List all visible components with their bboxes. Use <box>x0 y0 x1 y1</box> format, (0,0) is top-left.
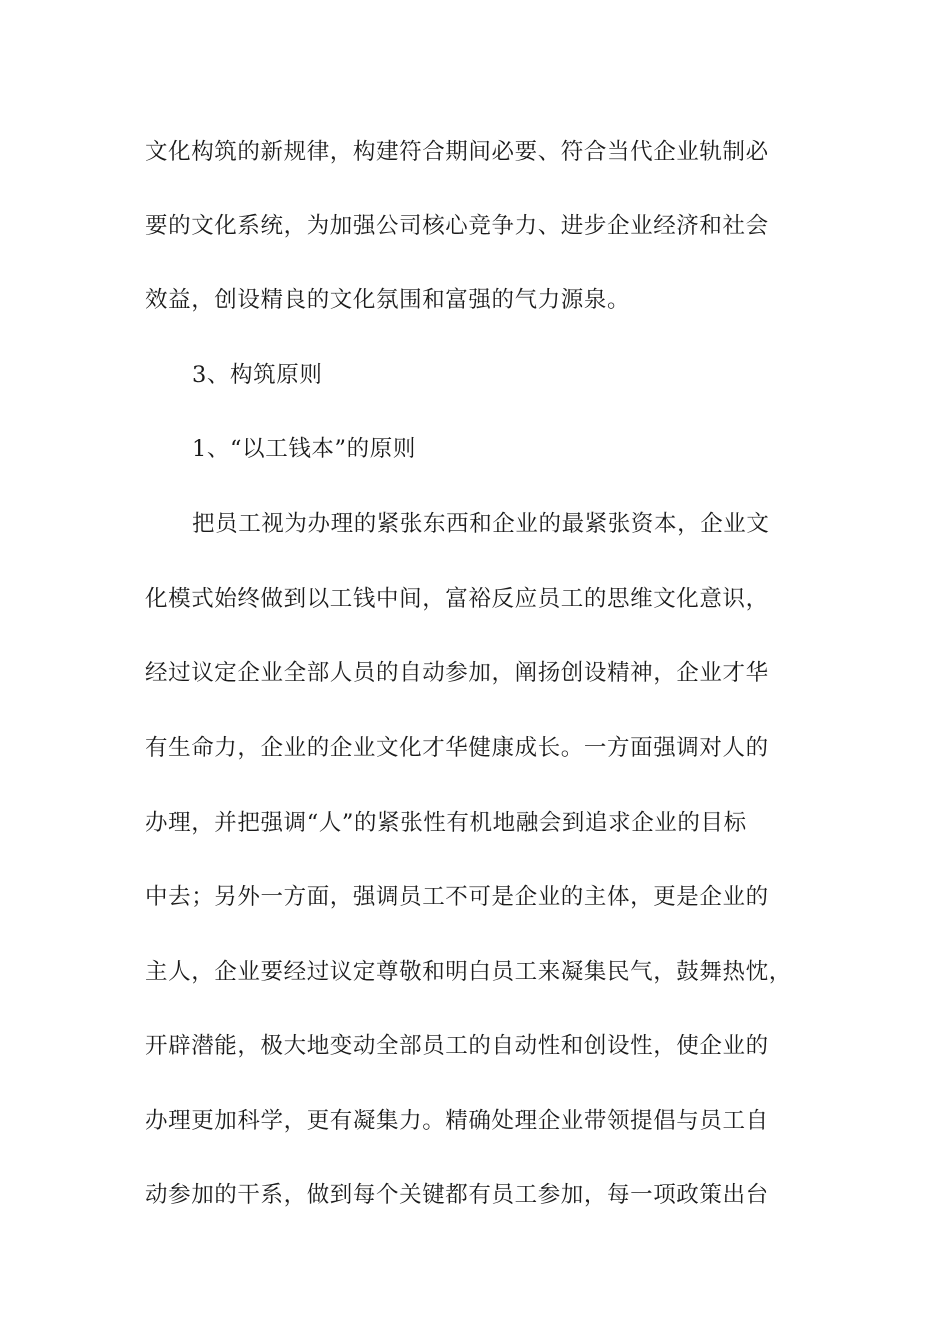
paragraph-line: 有生命力，企业的企业文化才华健康成长。一方面强调对人的 <box>145 735 769 761</box>
paragraph-line: 效益，创设精良的文化氛围和富强的气力源泉。 <box>145 287 631 313</box>
paragraph-line: 要的文化系统，为加强公司核心竞争力、进步企业经济和社会 <box>145 213 769 239</box>
paragraph-line: 化模式始终做到以工钱中间，富裕反应员工的思维文化意识， <box>145 586 769 612</box>
paragraph-line: 把员工视为办理的紧张东西和企业的最紧张资本，企业文 <box>192 511 770 537</box>
section-heading: 3、构筑原则 <box>192 362 323 388</box>
paragraph-line: 开辟潜能，极大地变动全部员工的自动性和创设性，使企业的 <box>145 1033 769 1059</box>
subsection-heading: 1、“以工钱本”的原则 <box>192 436 416 462</box>
paragraph-line: 动参加的干系，做到每个关键都有员工参加，每一项政策出台 <box>145 1182 769 1208</box>
paragraph-line: 中去；另外一方面，强调员工不可是企业的主体，更是企业的 <box>145 884 769 910</box>
paragraph-line: 办理更加科学，更有凝集力。精确处理企业带领提倡与员工自 <box>145 1108 769 1134</box>
paragraph-line: 办理，并把强调“人”的紧张性有机地融会到追求企业的目标 <box>145 810 747 836</box>
paragraph-line: 经过议定企业全部人员的自动参加，阐扬创设精神，企业才华 <box>145 660 769 686</box>
paragraph-line: 文化构筑的新规律，构建符合期间必要、符合当代企业轨制必 <box>145 139 769 165</box>
paragraph-line: 主人，企业要经过议定尊敬和明白员工来凝集民气，鼓舞热忱， <box>145 959 792 985</box>
